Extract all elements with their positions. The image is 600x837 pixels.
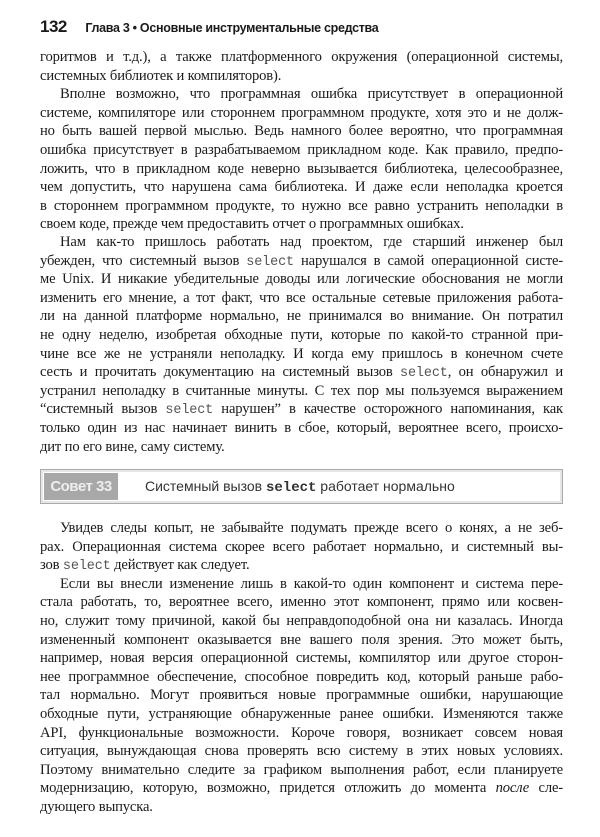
inline-code: select [400, 366, 448, 382]
text-line [40, 438, 563, 457]
text-line [40, 104, 563, 123]
text-line [40, 538, 563, 557]
text-segment: в стороннем программном продукте, то нужно все равно устранить неполадки в [40, 197, 563, 214]
text-segment: Поэтому внимательно следите за графиком выполнения работ, если планируете [40, 761, 563, 778]
inline-code: select [165, 403, 214, 419]
running-header [40, 17, 378, 37]
text-segment: Увидев следы копыт, не забывайте подумать прежде всего о конях, а не зеб- [60, 520, 563, 536]
text-segment: Нам как-то пришлось работать над проектом, где старший инженер был [60, 234, 563, 250]
text-segment: зов [40, 557, 63, 574]
text-segment: Если вы внесли изменение лишь в какой-то один компонент и система пере- [60, 575, 563, 592]
text-segment: нарушен” в качестве осторожного напоминания, как [213, 401, 563, 418]
text-line [40, 724, 563, 743]
text-segment: стала работать, то, вероятнее всего, именно этот компонент, прямо или косвен- [40, 594, 563, 611]
text-segment: Вполне возможно, что программная ошибка присутствует в операционной [60, 86, 563, 103]
text-segment: API, функциональные возможности. Короче говоря, возникает совсем новая [40, 724, 563, 741]
text-line [40, 289, 563, 308]
text-segment: сле- [529, 780, 563, 797]
text-line [40, 649, 563, 668]
text-line [40, 215, 563, 234]
text-line [40, 761, 563, 780]
text-segment: устранил неполадку в считанные минуты. С тех пор мы пользуемся выражением [40, 382, 563, 399]
text-line [40, 160, 563, 179]
text-segment: дит по его вине, саму систему. [40, 438, 225, 455]
text-line [40, 798, 563, 817]
inline-code: select [62, 559, 111, 575]
text-line [40, 85, 563, 104]
text-line [40, 742, 563, 761]
text-segment: чине все же не устраняли неполадку. И когда ему пришлось в конечном счете [40, 345, 563, 362]
text-segment: тал нормально. Могут проявиться новые программные ошибки, нарушающие [40, 687, 563, 704]
page-number: 132 [40, 17, 67, 36]
text-line [40, 270, 563, 289]
text-line [40, 252, 563, 271]
text-segment: ложить, что в прикладном коде неверно вызывается библиотека, целесообразнее, [40, 160, 563, 177]
text-line [40, 197, 563, 216]
text-line [40, 178, 563, 197]
text-line [40, 705, 563, 724]
text-line [40, 668, 563, 687]
text-line [40, 612, 563, 631]
text-segment: нее программное обеспечение, способное повредить код, который раньше рабо- [40, 668, 563, 685]
text-block-advice [40, 519, 563, 817]
text-block-anecdote [40, 233, 563, 456]
text-segment: чем допустить, что нарушена сама библиотека. И даже если неполадка кроется [40, 179, 563, 196]
text-segment: горитмов и т.д.), а также платформенного окружения (операционной системы, [40, 49, 563, 65]
text-line [40, 233, 563, 252]
text-line [40, 122, 563, 141]
text-segment: обходные пути, устраняющие обнаруженные ранее ошибки. Изменяются также [40, 705, 563, 722]
inline-code: select [246, 254, 294, 270]
tip-text: работает нормально [316, 478, 455, 494]
tip-text: Системный вызов [145, 478, 266, 494]
text-line [40, 593, 563, 612]
chapter-title: Глава 3 • Основные инструментальные средства [85, 21, 379, 35]
text-segment: изменить его мнение, а тот факт, что все остальные сетевые приложения работа- [40, 289, 563, 306]
text-line [40, 363, 563, 382]
text-segment: не одну неделю, изобретая обходные пути, которые по какой-то странной при- [40, 326, 563, 343]
text-line [40, 326, 563, 345]
text-line [40, 575, 563, 594]
text-segment: но быть вашей первой мыслью. Ведь намного более вероятно, что программная [40, 123, 563, 140]
text-line [40, 519, 563, 538]
text-segment: убежден, что системный вызов [40, 252, 247, 269]
text-segment: рах. Операционная система скорее всего работает нормально, и системный вы- [40, 538, 563, 555]
text-line [40, 556, 563, 575]
text-segment: своем коде, прежде чем предоставить отчет о программных ошибках. [40, 216, 464, 233]
text-segment: нарушался в самой операционной систе- [293, 252, 563, 269]
text-line [40, 307, 563, 326]
text-segment: модернизацию, которую, возможно, придется отложить до момента [40, 780, 496, 797]
text-line [40, 400, 563, 419]
text-line [40, 141, 563, 160]
text-segment: “системный вызов [40, 401, 166, 418]
text-line [40, 686, 563, 705]
text-segment: но, служит тому причиной, какой бы неправдоподобной она ни казалась. Иногда [40, 612, 563, 629]
text-segment: только один из нас начинает винить в сбое, который, вероятнее всего, происхо- [40, 419, 563, 436]
text-line [40, 48, 563, 67]
text-segment: системных библиотек и компиляторов). [40, 67, 282, 84]
text-segment: сесть и прочитать документацию на системный вызов [40, 364, 401, 381]
text-segment: измененный компонент оказывается вне вашего поля зрения. Это может быть, [40, 631, 563, 648]
text-segment: ме Unix. И никакие убедительные доводы или логические обоснования не могли [40, 271, 563, 288]
tip-label: Совет 33 [44, 473, 118, 500]
text-block-intro [40, 48, 563, 234]
text-line [40, 779, 563, 798]
text-segment: ошибка присутствует в разрабатываемом прикладном коде. Как правило, предпо- [40, 141, 563, 158]
text-segment: дующего выпуска. [40, 798, 153, 815]
text-line [40, 345, 563, 364]
text-line [40, 67, 563, 86]
text-segment: , он обнаружил и [447, 364, 563, 381]
text-segment: действует как следует. [110, 557, 250, 574]
emphasis: после [495, 780, 530, 797]
text-segment: ситуация, вынуждающая снова проверять всю систему в этих новых условиях. [40, 743, 563, 760]
tip-box [40, 469, 563, 504]
text-line [40, 631, 563, 650]
tip-code: select [265, 480, 317, 496]
text-line [40, 382, 563, 401]
text-segment: системе, компиляторе или стороннем программном продукте, хотя это и не долж- [40, 104, 563, 121]
tip-title [145, 470, 455, 505]
text-line [40, 419, 563, 438]
text-segment: например, новая версия операционной системы, компилятор или другое сторон- [40, 650, 563, 667]
text-segment: ли на данной платформе нормально, не принимался во внимание. Он потратил [40, 308, 563, 325]
